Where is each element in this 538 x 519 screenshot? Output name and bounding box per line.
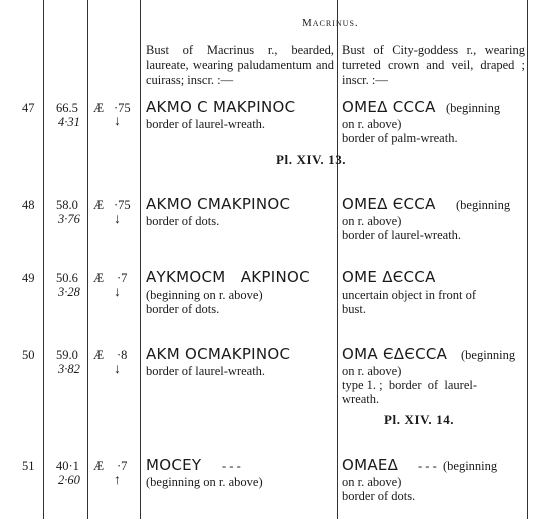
reverse-inscription-note: - - - (beginning — [418, 459, 498, 473]
reverse-border: wreath. — [342, 392, 380, 406]
rule-weight — [87, 0, 88, 519]
die-axis-arrow-icon: ↑ — [114, 473, 121, 488]
coin-metal: Æ — [93, 348, 105, 362]
coin-metal: Æ — [93, 198, 105, 212]
obverse-note: (beginning on r. above) — [146, 288, 263, 302]
coin-module: ·7 — [117, 271, 128, 285]
coin-size: 66.5 — [56, 101, 78, 115]
row-number: 49 — [22, 271, 35, 285]
obverse-inscription: ΑΚΜΟ C ΜΑΚΡΙΝΟC — [146, 98, 296, 116]
row-number: 47 — [22, 101, 35, 115]
rule-metal — [140, 0, 141, 519]
reverse-line: bust. — [342, 302, 366, 316]
reverse-inscription: ΟΜΕ ΔЄCCA — [342, 268, 436, 286]
coin-metal: Æ — [93, 459, 105, 473]
coin-size: 58.0 — [56, 198, 78, 212]
obverse-inscription: ΑΚΜΟ CΜΑΚΡΙΝΟC — [146, 195, 291, 213]
row-number: 50 — [22, 348, 35, 362]
coin-metal: Æ — [93, 271, 105, 285]
reverse-line: on r. above) — [342, 117, 402, 131]
coin-metal: Æ — [93, 101, 105, 115]
reverse-inscription-note: (beginning — [456, 198, 511, 212]
section-title: Macrinus. — [302, 17, 359, 29]
reverse-inscription: ΟΜΕΔ CCCA — [342, 98, 436, 116]
reverse-type: type 1. ; border of laurel- — [342, 378, 478, 392]
coin-weight: 2·60 — [58, 473, 80, 487]
rule-left — [43, 0, 44, 519]
reverse-line: on r. above) — [342, 475, 402, 489]
obverse-border: border of dots. — [146, 214, 220, 228]
coin-size: 40·1 — [56, 459, 79, 473]
die-axis-arrow-icon: ↓ — [114, 114, 121, 129]
row-number: 48 — [22, 198, 35, 212]
die-axis-arrow-icon: ↓ — [114, 212, 121, 227]
coin-module: ·75 — [114, 101, 131, 115]
obverse-inscription: ΑΚΜ ΟCΜΑΚΡΙΝΟC — [146, 345, 291, 363]
reverse-border: border of palm-wreath. — [342, 131, 458, 145]
obverse-note: (beginning on r. above) — [146, 475, 263, 489]
coin-module: ·7 — [117, 459, 128, 473]
reverse-line: uncertain object in front of — [342, 288, 476, 302]
coin-weight: 4·31 — [58, 115, 80, 129]
plate-reference: Pl. XIV. 13. — [276, 152, 347, 167]
obverse-header: Bust of Macrinus r., bearded, laureate, wearing paludamentum and cuirass; inscr. :— — [146, 43, 334, 87]
coin-size: 59.0 — [56, 348, 78, 362]
reverse-inscription-note: (beginning — [446, 101, 501, 115]
plate-reference: Pl. XIV. 14. — [384, 412, 455, 427]
coin-weight: 3·82 — [58, 362, 80, 376]
reverse-border: border of dots. — [342, 489, 416, 503]
obverse-inscription-gap: - - - — [222, 459, 241, 473]
coin-module: ·8 — [117, 348, 128, 362]
obverse-border: border of dots. — [146, 302, 220, 316]
reverse-inscription: ΟΜΑΕΔ — [342, 456, 399, 474]
reverse-line: on r. above) — [342, 364, 402, 378]
obverse-inscription: ΑΥΚΜΟCΜ ΑΚΡΙΝΟC — [146, 268, 310, 286]
reverse-line: on r. above) — [342, 214, 402, 228]
rule-right — [527, 0, 528, 519]
reverse-inscription: ΟΜΕΔ ЄCCA — [342, 195, 436, 213]
rule-obverse — [337, 0, 338, 519]
coin-weight: 3·28 — [58, 285, 80, 299]
obverse-border: border of laurel-wreath. — [146, 117, 266, 131]
row-number: 51 — [22, 459, 35, 473]
die-axis-arrow-icon: ↓ — [114, 362, 121, 377]
coin-weight: 3·76 — [58, 212, 80, 226]
coin-module: ·75 — [114, 198, 131, 212]
reverse-inscription: ΟΜΑ ЄΔЄCCA — [342, 345, 448, 363]
reverse-border: border of laurel-wreath. — [342, 228, 462, 242]
obverse-inscription: ΜΟCΕΥ — [146, 456, 202, 474]
reverse-header: Bust of City-goddess r., wearing turreted crown and veil, draped ; inscr. :— — [342, 43, 525, 87]
obverse-border: border of laurel-wreath. — [146, 364, 266, 378]
die-axis-arrow-icon: ↓ — [114, 285, 121, 300]
reverse-inscription-note: (beginning — [461, 348, 516, 362]
coin-size: 50.6 — [56, 271, 78, 285]
